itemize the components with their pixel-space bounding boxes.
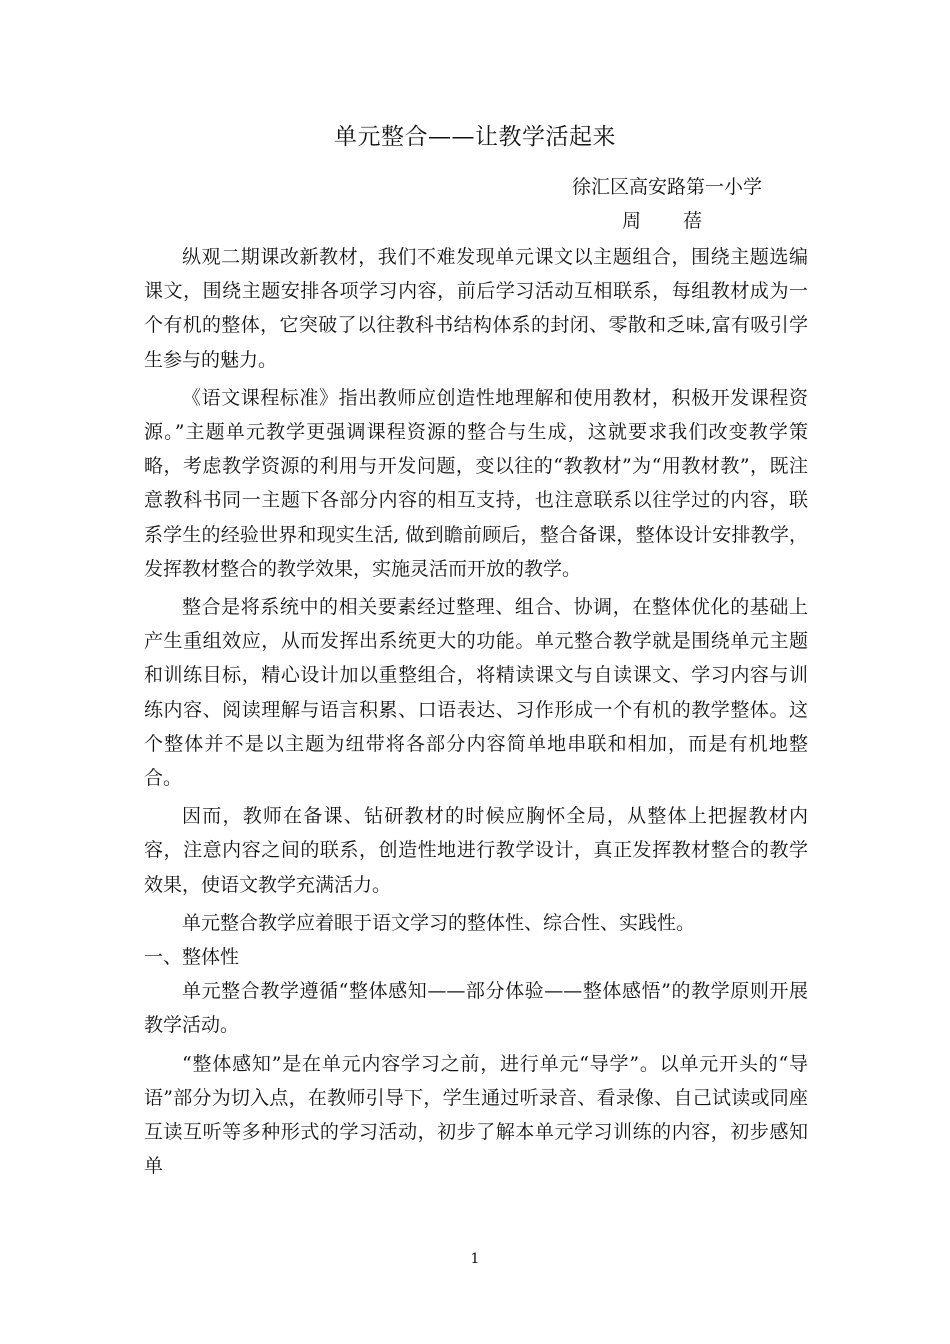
section-paragraph-2: “整体感知”是在单元内容学习之前，进行单元“导学”。以单元开头的“导语”部分为切入点，在教师引导下，学生通过听录音、看录像、自己试读或同座互读互听等多种形式的学习活动，初步了解本单元学习训练的内容，初步感知单 xyxy=(144,1052,808,1178)
page-number: 1 xyxy=(470,1251,480,1267)
author-name: 周蓓 xyxy=(622,210,745,232)
section-paragraph-1: 单元整合教学遵循“整体感知——部分体验——整体感悟”的教学原则开展教学活动。 xyxy=(144,980,808,1037)
paragraph-1: 纵观二期课改新教材，我们不难发现单元课文以主题组合，围绕主题选编课文，围绕主题安排各项学习内容，前后学习活动互相联系，每组教材成为一个有机的整体，它突破了以往教科书结构体系的封闭、零散和乏味,富有吸引学生参与的魅力。 xyxy=(144,246,808,371)
document-title: 单元整合——让教学活起来 xyxy=(334,124,616,150)
body-text xyxy=(144,240,808,1183)
paragraph-2: 《语文课程标准》指出教师应创造性地理解和使用教材，积极开发课程资源。”主题单元教学更强调课程资源的整合与生成，这就要求我们改变教学策略，考虑教学资源的利用与开发问题，变以往的“教教材”为“用教材教”，既注意教科书同一主题下各部分内容的相互支持，也注意联系以往学过的内容，联系学生的经验世界和现实生活, 做到瞻前顾后，整合备课，整体设计安排教学，发挥教材整合的教学效果，实施灵活而开放的教学。 xyxy=(144,386,808,580)
paragraph-5: 单元整合教学应着眼于语文学习的整体性、综合性、实践性。 xyxy=(182,911,696,934)
author-school: 徐汇区高安路第一小学 xyxy=(572,176,763,198)
paragraph-4: 因而，教师在备课、钻研教材的时候应胸怀全局，从整体上把握教材内容，注意内容之间的联系，创造性地进行教学设计，真正发挥教材整合的教学效果，使语文教学充满活力。 xyxy=(144,805,808,896)
paragraph-3: 整合是将系统中的相关要素经过整理、组合、协调，在整体优化的基础上产生重组效应，从而发挥出系统更大的功能。单元整合教学就是围绕单元主题和训练目标，精心设计加以重整组合，将精读课文与自读课文、学习内容与训练内容、阅读理解与语言积累、口语表达、习作形成一个有机的教学整体。这个整体并不是以主题为纽带将各部分内容简单地串联和相加，而是有机地整合。 xyxy=(144,596,808,790)
section-heading: 一、整体性 xyxy=(144,946,240,969)
